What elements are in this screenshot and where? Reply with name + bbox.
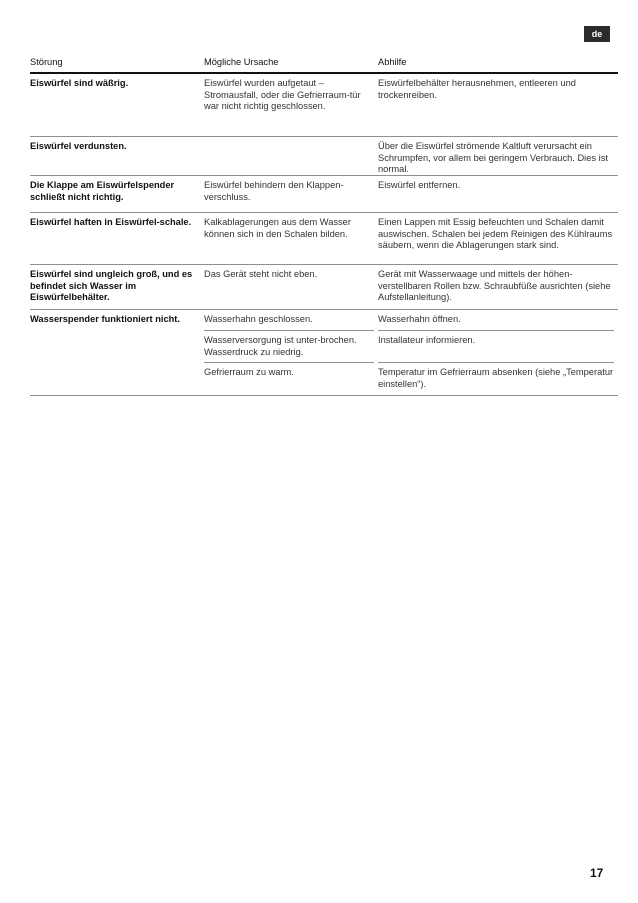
remedy-cell: Eiswürfelbehälter herausnehmen, entleeren und trockenreiben. [378,78,576,100]
table-row [30,213,618,265]
page-number: 17 [590,866,604,880]
cause-sub-cell: Wasserhahn geschlossen. [204,314,313,324]
remedy-cell: Eiswürfel entfernen. [378,180,461,190]
problem-cell: Wasserspender funktioniert nicht. [30,314,180,324]
table-row [30,176,618,213]
remedy-cell [378,310,618,395]
problem-cell: Eiswürfel haften in Eiswürfel-schale. [30,217,192,227]
remedy-sub-cell: Installateur informieren. [378,330,614,362]
remedy-cell: Gerät mit Wasserwaage und mittels der höhen-verstellbaren Rollen bzw. Schraubfüße ausrichten (siehe Aufstellanleitung). [378,269,611,302]
cause-cell [204,137,378,175]
cause-cell: Eiswürfel wurden aufgetaut – Stromausfall, oder die Gefrierraum-tür war nicht richtig geschlossen. [204,78,361,111]
language-badge: de [584,26,610,42]
troubleshooting-table [30,54,618,396]
header-remedy: Abhilfe [378,57,407,67]
cause-cell: Das Gerät steht nicht eben. [204,269,318,279]
problem-cell: Eiswürfel verdunsten. [30,141,127,151]
table-header-row [30,54,618,74]
cause-sub-cell: Gefrierraum zu warm. [204,362,374,395]
cause-cell [204,310,378,395]
remedy-sub-cell: Temperatur im Gefrierraum absenken (siehe „Temperatur einstellen“). [378,362,614,395]
table-row [30,137,618,176]
header-problem: Störung [30,57,63,67]
cause-cell: Kalkablagerungen aus dem Wasser können sich in den Schalen bilden. [204,217,351,239]
table-row [30,74,618,137]
problem-cell: Eiswürfel sind ungleich groß, und es befindet sich Wasser im Eiswürfelbehälter. [30,269,193,302]
remedy-sub-cell: Wasserhahn öffnen. [378,314,461,324]
header-cause: Mögliche Ursache [204,57,279,67]
remedy-cell: Einen Lappen mit Essig befeuchten und Schalen damit auswischen. Schalen bei jedem Reinigen des Kühlraums säubern, wenn die Ablagerungen stark sind. [378,217,613,250]
cause-cell: Eiswürfel behindern den Klappen-verschluss. [204,180,344,202]
problem-cell: Die Klappe am Eiswürfelspender schließt nicht richtig. [30,180,175,202]
table-row [30,265,618,310]
problem-cell: Eiswürfel sind wäßrig. [30,78,129,88]
remedy-cell: Über die Eiswürfel strömende Kaltluft verursacht ein Schrumpfen, vor allem bei geringem Verbrauch. Dies ist normal. [378,141,608,174]
table-row [30,310,618,396]
cause-sub-cell: Wasserversorgung ist unter-brochen. Wasserdruck zu niedrig. [204,330,374,362]
